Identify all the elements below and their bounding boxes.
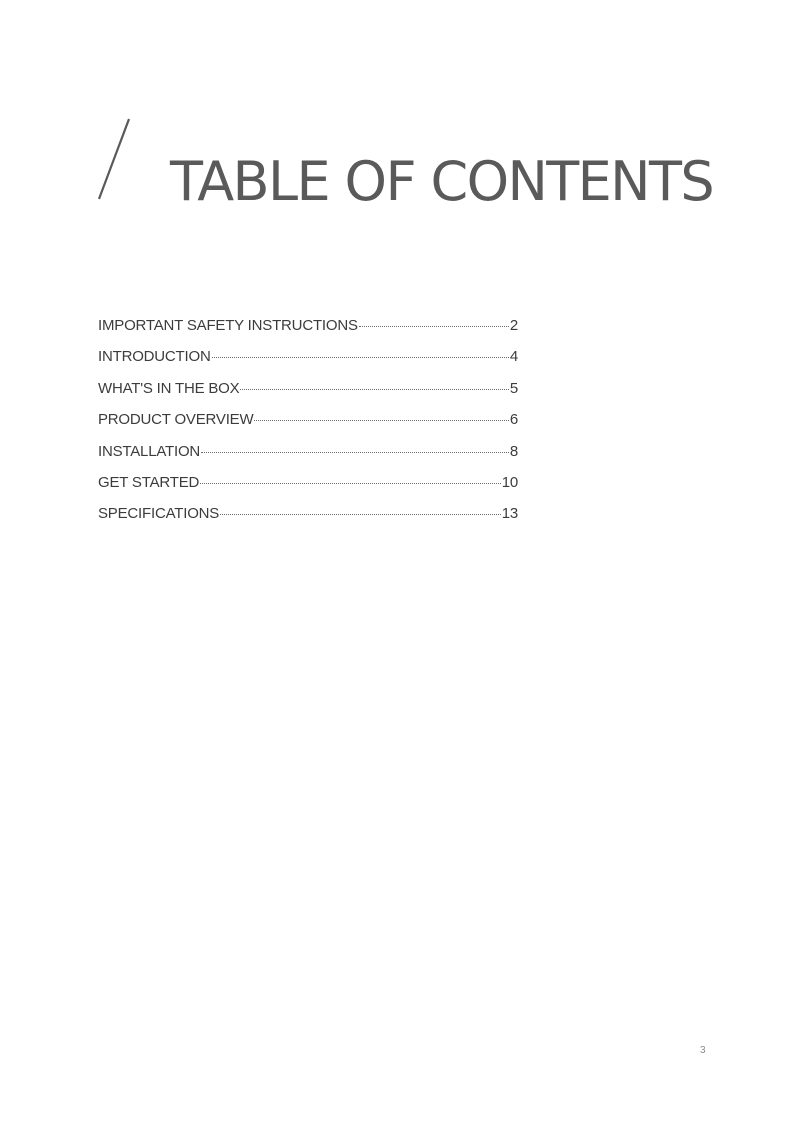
table-of-contents xyxy=(98,317,518,537)
toc-entry-safety-instructions[interactable] xyxy=(98,317,518,348)
toc-entry-installation[interactable] xyxy=(98,443,518,474)
toc-entry-page: 10 xyxy=(501,473,518,491)
slash-decoration xyxy=(96,118,136,200)
toc-entry-get-started[interactable] xyxy=(98,474,518,505)
toc-entry-label: SPECIFICATIONS xyxy=(98,505,220,523)
toc-entry-page: 2 xyxy=(509,317,518,334)
toc-dot-leader xyxy=(201,452,509,453)
toc-entry-label: INTRODUCTION xyxy=(98,348,211,366)
toc-dot-leader xyxy=(240,389,508,390)
toc-entry-page: 8 xyxy=(509,442,518,460)
toc-entry-label: WHAT'S IN THE BOX xyxy=(98,379,240,397)
toc-entry-label: INSTALLATION xyxy=(98,442,201,460)
toc-dot-leader xyxy=(212,357,509,358)
toc-dot-leader xyxy=(200,483,501,484)
toc-entry-page: 13 xyxy=(501,505,518,523)
toc-dot-leader xyxy=(254,420,508,421)
toc-entry-specifications[interactable] xyxy=(98,505,518,536)
toc-entry-whats-in-the-box[interactable] xyxy=(98,380,518,411)
toc-entry-label: GET STARTED xyxy=(98,473,200,491)
toc-dot-leader xyxy=(220,514,501,515)
toc-dot-leader xyxy=(359,326,509,327)
toc-entry-page: 6 xyxy=(509,411,518,429)
toc-entry-product-overview[interactable] xyxy=(98,411,518,442)
toc-entry-label: IMPORTANT SAFETY INSTRUCTIONS xyxy=(98,317,358,334)
toc-entry-page: 5 xyxy=(509,379,518,397)
toc-entry-page: 4 xyxy=(509,348,518,366)
toc-entry-label: PRODUCT OVERVIEW xyxy=(98,411,254,429)
page-title: TABLE OF CONTENTS xyxy=(170,150,714,213)
toc-entry-introduction[interactable] xyxy=(98,348,518,379)
page-number: 3 xyxy=(700,1045,706,1056)
